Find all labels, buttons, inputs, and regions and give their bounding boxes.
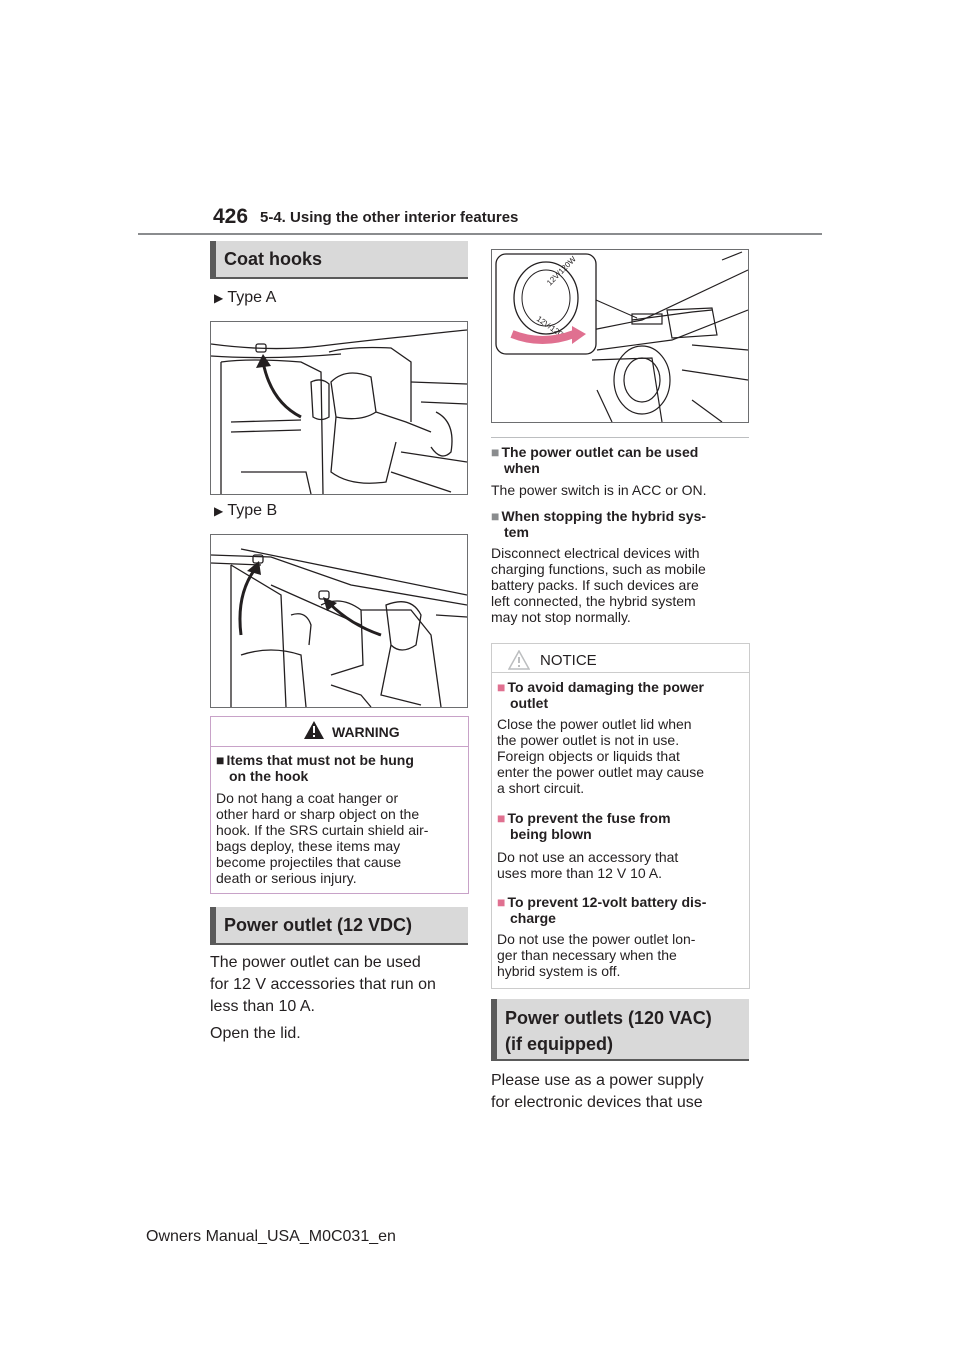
black-square-icon: ■: [497, 679, 506, 695]
notice-line: enter the power outlet may cause: [497, 764, 705, 780]
stop-line: battery packs. If such devices are: [491, 577, 699, 593]
footer-text: Owners Manual_USA_M0C031_en: [146, 1228, 396, 1245]
notice-line: a short circuit.: [497, 780, 585, 796]
notice-item-text: [497, 849, 749, 881]
stop-line: charging functions, such as mobile: [491, 561, 706, 577]
notice-line: ger than necessary when the: [497, 947, 677, 963]
black-square-icon: ■: [491, 444, 500, 460]
warning-triangle-icon: [508, 650, 530, 670]
notice-item-title-line1: To prevent the fuse from: [507, 810, 671, 826]
notice-item-text: [497, 931, 749, 979]
warning-text: [216, 790, 468, 886]
coat-hook-type-b-figure: [210, 534, 468, 708]
warning-header: [211, 717, 468, 745]
power-outlets-120-heading: [491, 999, 749, 1061]
stop-text: [491, 545, 753, 625]
notice-line: Close the power outlet lid when: [497, 716, 692, 732]
type-b-label: Type B: [227, 502, 278, 519]
notice-line: Do not use the power outlet lon-: [497, 931, 696, 947]
usable-title: [491, 444, 751, 476]
warning-box: [210, 716, 469, 894]
notice-item-text: [497, 716, 749, 796]
stop-line: may not stop normally.: [491, 609, 631, 625]
power-outlet-12-line: The power outlet can be used: [210, 954, 421, 971]
stop-line: Disconnect electrical devices with: [491, 545, 700, 561]
power-outlets-120-line: for electronic devices that use: [491, 1094, 703, 1111]
warning-line: other hard or sharp object on the: [216, 806, 420, 822]
power-outlet-illustration: [492, 250, 748, 422]
notice-line: uses more than 12 V 10 A.: [497, 865, 662, 881]
black-square-icon: ■: [491, 508, 500, 524]
coat-hook-type-b-illustration: [211, 535, 467, 707]
notice-line: hybrid system is off.: [497, 963, 621, 979]
coat-hooks-heading-text: Coat hooks: [224, 249, 323, 269]
right-col-rule: [491, 437, 749, 438]
open-lid-text: Open the lid.: [210, 1025, 301, 1042]
page-number: 426: [213, 205, 249, 228]
notice-line: the power outlet is not in use.: [497, 732, 680, 748]
warning-line: become projectiles that cause: [216, 854, 402, 870]
notice-item-title-line2: being blown: [510, 826, 592, 842]
usable-title-line2: when: [504, 460, 540, 476]
power-outlet-12-line: for 12 V accessories that run on: [210, 976, 436, 993]
power-outlets-120-body: [491, 1070, 753, 1114]
warning-item-title-line1: Items that must not be hung: [226, 752, 414, 768]
power-outlets-120-heading-line2: (if equipped): [505, 1034, 613, 1054]
stop-title-line2: tem: [504, 524, 529, 540]
warning-item-title: [216, 752, 466, 784]
stop-title-line1: When stopping the hybrid sys-: [501, 508, 707, 524]
notice-item-title-line2: outlet: [510, 695, 549, 711]
triangle-right-icon: ▶: [214, 504, 224, 518]
notice-item-title-line1: To avoid damaging the power: [507, 679, 705, 695]
type-a-item: [214, 287, 276, 309]
usable-title-line1: The power outlet can be used: [501, 444, 699, 460]
notice-item-title-line2: charge: [510, 910, 556, 926]
header-rule: [138, 233, 822, 235]
cap-label-bottom: 12V/120W: [534, 314, 571, 344]
stop-line: left connected, the hybrid system: [491, 593, 696, 609]
section-title: 5-4. Using the other interior features: [260, 209, 519, 226]
stop-title: [491, 508, 751, 540]
warning-line: bags deploy, these items may: [216, 838, 401, 854]
warning-line: Do not hang a coat hanger or: [216, 790, 399, 806]
warning-line: death or serious injury.: [216, 870, 357, 886]
power-outlets-120-heading-line1: Power outlets (120 VAC): [505, 1008, 712, 1028]
coat-hooks-heading: [210, 241, 468, 279]
power-outlet-12-line: less than 10 A.: [210, 998, 315, 1015]
warning-triangle-icon: [303, 720, 325, 740]
power-outlet-figure: [491, 249, 749, 423]
power-outlet-12-body: [210, 952, 470, 1018]
power-outlet-12-heading-text: Power outlet (12 VDC): [224, 915, 413, 935]
coat-hook-type-a-illustration: [211, 322, 467, 494]
notice-item-title: [497, 894, 747, 926]
notice-divider: [492, 672, 749, 673]
notice-item-title: [497, 810, 747, 842]
type-a-label: Type A: [227, 289, 277, 306]
black-square-icon: ■: [497, 894, 506, 910]
cap-label-top: 12V/120W: [545, 254, 578, 288]
coat-hook-type-a-figure: [210, 321, 468, 495]
black-square-icon: ■: [216, 752, 225, 768]
warning-item-title-line2: on the hook: [229, 768, 309, 784]
notice-line: Foreign objects or liquids that: [497, 748, 680, 764]
notice-box: [491, 643, 750, 989]
power-outlet-12-heading: [210, 907, 468, 945]
notice-item-title-line1: To prevent 12-volt battery dis-: [507, 894, 707, 910]
notice-title: NOTICE: [540, 652, 597, 669]
notice-line: Do not use an accessory that: [497, 849, 679, 865]
warning-title: WARNING: [332, 724, 400, 740]
warning-line: hook. If the SRS curtain shield air-: [216, 822, 429, 838]
notice-item-title: [497, 679, 747, 711]
black-square-icon: ■: [497, 810, 506, 826]
warning-divider: [211, 746, 468, 747]
type-b-item: [214, 500, 277, 522]
triangle-right-icon: ▶: [214, 291, 224, 305]
usable-text: The power switch is in ACC or ON.: [491, 482, 707, 498]
power-outlets-120-line: Please use as a power supply: [491, 1072, 704, 1089]
